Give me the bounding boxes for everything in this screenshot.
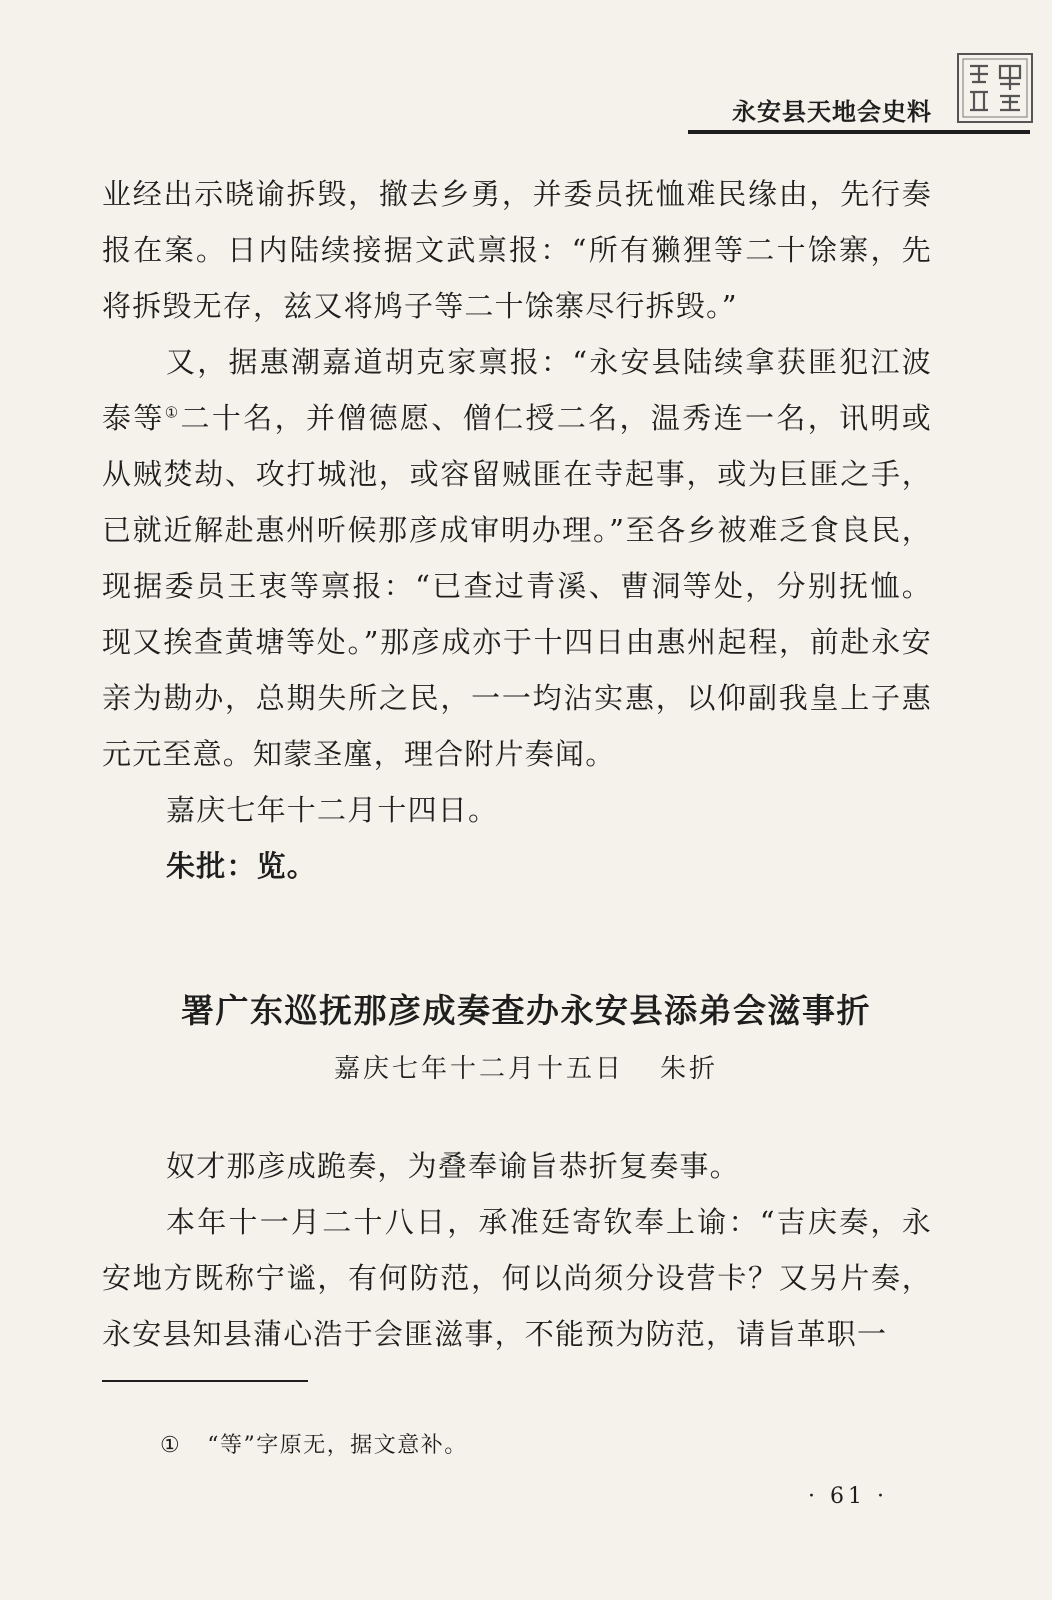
seal-stamp-icon [956,52,1034,124]
section1-text [102,166,932,894]
paragraph-1: 业经出示晓谕拆毁，撤去乡勇，并委员抚恤难民缘由，先行奏报在案。日内陆续接据文武禀报：“所有獭狸等二十馀寨，先将拆毁无存，兹又将鸠子等二十馀寨尽行拆毁。” [102,177,932,323]
document-date: 嘉庆七年十二月十五日 [333,1054,624,1084]
doc2-paragraph-1: 奴才那彦成跪奏，为叠奉谕旨恭折复奏事。 [166,1149,740,1183]
document-title: 署广东巡抚那彦成奏查办永安县添弟会滋事折 [181,991,871,1030]
paragraph-2-part-a: 又，据惠潮嘉道胡克家禀报：“永安县陆续拿获匪犯江波泰等 [102,345,932,435]
paragraph-2 [102,334,932,782]
document-subtitle [0,1048,1052,1085]
vermilion-endorsement: 朱批：览。 [166,849,318,883]
paragraph-2-part-b: 二十名，并僧德愿、僧仁授二名，温秀连一名，讯明或从贼焚劫、攻打城池，或容留贼匪在寺起事，或为巨匪之手，已就近解赴惠州听候那彦成审明办理。”至各乡被难乏食良民，现据委员王衷等禀报：“已查过青溪、曹洞等处，分别抚恤。现又挨查黄塘等处。”那彦成亦于十四日由惠州起程，前赴永安亲为勘办，总期失所之民，一一均沾实惠，以仰副我皇上子惠元元至意。知蒙圣廑，理合附片奏闻。 [102,401,932,771]
doc2-paragraph-2: 本年十一月二十八日，承准廷寄钦奉上谕：“吉庆奏，永安地方既称宁谧，有何防范，何以尚须分设营卡？又另片奏，永安县知县蒲心浩于会匪滋事，不能预为防范，请旨革职一 [102,1205,932,1351]
date-line: 嘉庆七年十二月十四日。 [166,793,499,827]
footnote [160,1428,468,1459]
document-source: 朱折 [660,1054,719,1084]
footnote-mark: ① [160,1433,182,1458]
running-header-title: 永安县天地会史料 [732,98,932,126]
footnote-rule [102,1380,308,1382]
footnote-reference: ① [164,403,181,422]
footnote-text: “等”字原无，据文意补。 [207,1433,468,1458]
document2-text [102,1138,932,1362]
page-number: · 61 · [808,1484,888,1509]
header-rule [688,130,1030,134]
